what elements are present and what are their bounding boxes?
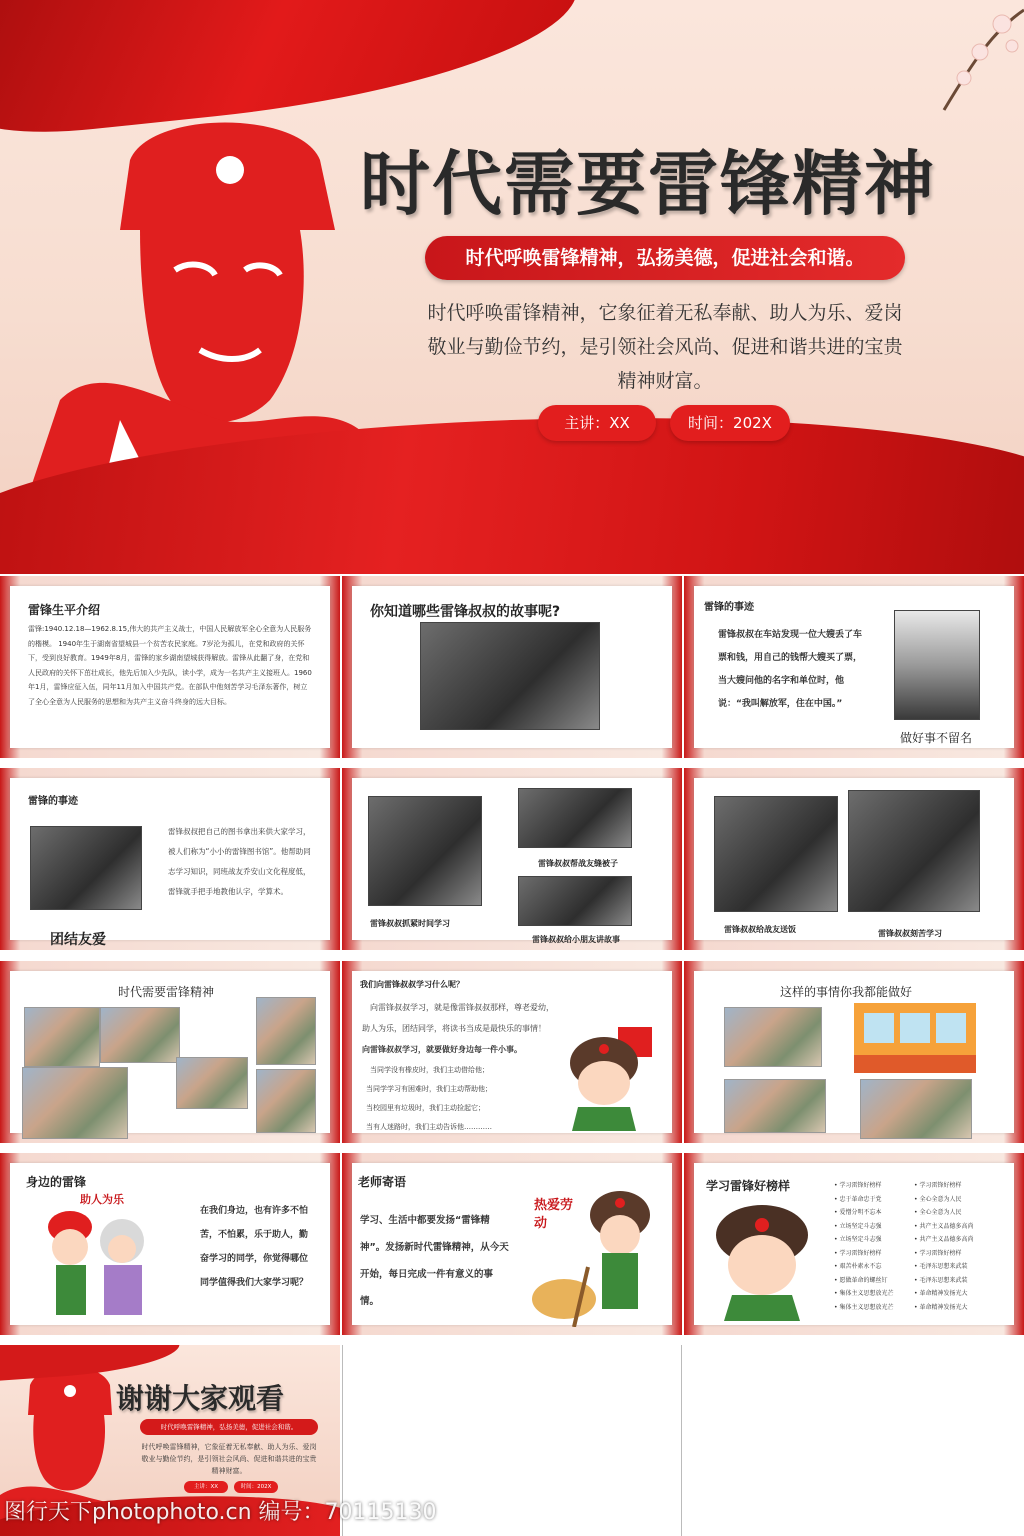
scene-photo xyxy=(724,1007,822,1067)
lyrics-item: • 学习雷锋好榜样 xyxy=(834,1249,882,1257)
lyrics-item: • 爱憎分明不忘本 xyxy=(834,1209,882,1216)
plum-blossom-decoration xyxy=(904,0,1024,120)
slide-title: 身边的雷锋 xyxy=(26,1175,87,1189)
collage-photo xyxy=(256,997,316,1065)
bus-illustration-icon xyxy=(854,1003,976,1073)
slide-thumbnail-1[interactable] xyxy=(0,576,340,758)
time-pill: 时间：202X xyxy=(670,405,790,441)
lyrics-item: • 共产主义品德多高尚 xyxy=(914,1236,974,1243)
slide-caption: 团结友爱 xyxy=(50,932,106,948)
slide-thumbnail-10[interactable] xyxy=(0,1153,340,1335)
photo-caption: 雷锋叔叔刻苦学习 xyxy=(878,929,942,938)
subtitle-banner: 时代呼唤雷锋精神，弘扬美德，促进社会和谐。 xyxy=(140,1419,318,1435)
meal-photo xyxy=(714,796,838,912)
reading-photo xyxy=(30,826,142,910)
lyrics-item: • 学习雷锋好榜样 xyxy=(914,1249,962,1257)
photo-caption: 雷锋叔叔帮战友缝被子 xyxy=(538,859,618,868)
lyrics-item: • 革命精神发扬光大 xyxy=(914,1303,968,1311)
lyrics-item: • 全心全意为人民 xyxy=(914,1195,962,1203)
slide-line: 当同学没有橡皮时，我们主动借给他； xyxy=(370,1066,489,1074)
cartoon-soldier-icon xyxy=(560,1027,656,1131)
slide-title: 你知道哪些雷锋叔叔的故事呢? xyxy=(370,604,561,620)
speaker-pill: 主讲：XX xyxy=(538,405,656,441)
slide-line: 向雷锋叔叔学习，就是像雷锋叔叔那样，尊老爱幼， xyxy=(370,1003,554,1012)
hero-description: 时代呼唤雷锋精神，它象征着无私奉献、助人为乐、爱岗敬业与勤俭节约，是引领社会风尚、促进和谐共进的宝贵精神财富。 xyxy=(427,302,903,392)
slide-line: 当同学学习有困难时，我们主动帮助他； xyxy=(366,1085,492,1093)
collage-photo xyxy=(176,1057,248,1109)
lyrics-item: • 立场坚定斗志强 xyxy=(834,1236,882,1243)
slide-title: 学习雷锋好榜样 xyxy=(706,1179,791,1193)
sewing-photo xyxy=(518,788,632,848)
slide-thumbnail-4[interactable] xyxy=(0,768,340,950)
slide-thumbnail-5[interactable] xyxy=(342,768,682,950)
slide-title: 雷锋生平介绍 xyxy=(28,603,101,617)
scene-photo xyxy=(724,1079,826,1133)
slide-caption: 做好事不留名 xyxy=(900,731,973,745)
photo-caption: 雷锋叔叔抓紧时间学习 xyxy=(370,919,450,928)
lyrics-item: • 共产主义品德多高尚 xyxy=(914,1222,974,1230)
storytelling-photo xyxy=(518,876,632,926)
slide-body: 在我们身边，也有许多不怕苦，不怕累，乐于助人，勤奋学习的同学，你觉得哪位同学值得我们大家学习呢？ xyxy=(200,1206,309,1288)
collage-photo xyxy=(100,1007,180,1063)
slide-title: 谢谢大家观看 xyxy=(116,1382,285,1415)
slide-title: 老师寄语 xyxy=(358,1175,407,1189)
lyrics-item: • 愿做革命的螺丝钉 xyxy=(834,1276,888,1284)
lyrics-item: • 毛泽东思想来武装 xyxy=(914,1276,968,1284)
slide-thumbnail-12[interactable] xyxy=(684,1153,1024,1335)
lyrics-item: • 全心全意为人民 xyxy=(914,1209,962,1216)
lyrics-list-left xyxy=(834,1179,914,1314)
slide-title: 我们向雷锋叔叔学习什么呢？ xyxy=(360,980,464,989)
scene-photo xyxy=(860,1079,972,1139)
lyrics-item: • 集体主义思想放光芒 xyxy=(834,1303,894,1311)
slide-body: 时代呼唤雷锋精神，它象征着无私奉献、助人为乐、爱岗敬业与勤俭节约，是引领社会风尚、促进和谐共进的宝贵精神财富。 xyxy=(141,1443,317,1475)
photo-caption: 雷锋叔叔给战友送饭 xyxy=(724,925,796,934)
lyrics-item: • 集体主义思想放光芒 xyxy=(834,1290,894,1297)
slide-thumbnail-6[interactable] xyxy=(684,768,1024,950)
slide-tag: 热爱劳动 xyxy=(534,1198,574,1231)
slide-tag: 助人为乐 xyxy=(80,1193,124,1206)
hero-slide xyxy=(0,0,1024,574)
portrait-photo xyxy=(894,610,980,720)
study-desk-photo xyxy=(848,790,980,912)
slide-title: 这样的事情你我都能做好 xyxy=(780,985,913,999)
slide-line: 当校园里有垃圾时，我们主动捡起它； xyxy=(366,1104,485,1112)
helping-elderly-illustration xyxy=(40,1207,160,1325)
lyrics-item: • 学习雷锋好榜样 xyxy=(914,1182,962,1189)
slide-body: 学习、生活中都要发扬“雷锋精神”。发扬新时代雷锋精神，从今天开始，每日完成一件有意义的事情。 xyxy=(360,1215,509,1307)
photo-caption: 雷锋叔叔给小朋友讲故事 xyxy=(532,935,620,944)
slide-line: 向雷锋叔叔学习，就要做好身边每一件小事。 xyxy=(362,1045,522,1054)
watermark: 图行天下photophoto.cn 编号：70115130 xyxy=(4,1500,437,1525)
collage-photo xyxy=(256,1069,316,1133)
slide-body: 雷锋:1940.12.18—1962.8.15,伟大的共产主义战士，中国人民解放军全心全意为人民服务的楷模。 1940年生于湖南省望城县一个贫苦农民家庭。7岁沦为孤儿，在党和政府的关怀下，受到良好教育。1949年8月，雷锋的家乡湖南望城获得解放。雷锋从此翻了身，在党和人民政府的关怀下茁壮成长，他先后加入少先队，读小学，成为一名共产主义接班人。1960年1月，雷锋应征入伍，同年11月加入中国共产党。在部队中他刻苦学习毛泽东著作，树立了全心全意为人民服务的思想和为共产主义奋斗终身的远大目标。 xyxy=(28,625,312,706)
slide-title: 时代需要雷锋精神 xyxy=(118,985,215,999)
group-photo-children xyxy=(420,622,600,730)
time-pill: 时间：202X xyxy=(234,1481,278,1493)
lyrics-item: • 忠于革命忠于党 xyxy=(834,1195,882,1203)
collage-photo xyxy=(24,1007,100,1067)
slide-thumbnail-9[interactable] xyxy=(684,961,1024,1143)
slide-thumbnail-2[interactable] xyxy=(342,576,682,758)
lyrics-item: • 革命精神发扬光大 xyxy=(914,1290,968,1297)
lyrics-item: • 艰苦朴素永不忘 xyxy=(834,1263,882,1270)
slide-thumbnail-11[interactable] xyxy=(342,1153,682,1335)
lyrics-item: • 立场坚定斗志强 xyxy=(834,1222,882,1230)
slide-title: 雷锋的事迹 xyxy=(704,602,754,613)
lyrics-list-right xyxy=(914,1179,994,1314)
sweeping-soldier-illustration xyxy=(526,1177,656,1327)
slide-body: 雷锋叔叔在车站发现一位大嫂丢了车票和钱，用自己的钱帮大嫂买了票，当大嫂问他的名字和单位时，他说：“我叫解放军，住在中国。” xyxy=(718,630,863,709)
speaker-pill: 主讲：XX xyxy=(184,1481,228,1493)
lyrics-item: • 毛泽东思想来武装 xyxy=(914,1263,968,1270)
slide-thumbnail-7[interactable] xyxy=(0,961,340,1143)
slide-line: 助人为乐，团结同学，将读书当成是最快乐的事情！ xyxy=(362,1024,546,1033)
collage-photo xyxy=(22,1067,128,1139)
slide-title: 雷锋的事迹 xyxy=(28,796,78,807)
subtitle-banner: 时代呼唤雷锋精神，弘扬美德，促进社会和谐。 xyxy=(425,236,905,280)
soldier-head-illustration xyxy=(712,1205,812,1321)
slide-thumbnail-8[interactable] xyxy=(342,961,682,1143)
slide-line: 当有人迷路时，我们主动告诉他………… xyxy=(366,1123,492,1131)
page-title: 时代需要雷锋精神 xyxy=(360,143,936,225)
slide-thumbnail-3[interactable] xyxy=(684,576,1024,758)
lyrics-item: • 学习雷锋好榜样 xyxy=(834,1182,882,1189)
slide-body: 雷锋叔叔把自己的图书拿出来供大家学习，被人们称为“小小的雷锋图书馆”。他帮助同志学习知识，同班战友乔安山文化程度低，雷锋就手把手地教他认字，学算术。 xyxy=(168,827,311,896)
studying-photo xyxy=(368,796,482,906)
